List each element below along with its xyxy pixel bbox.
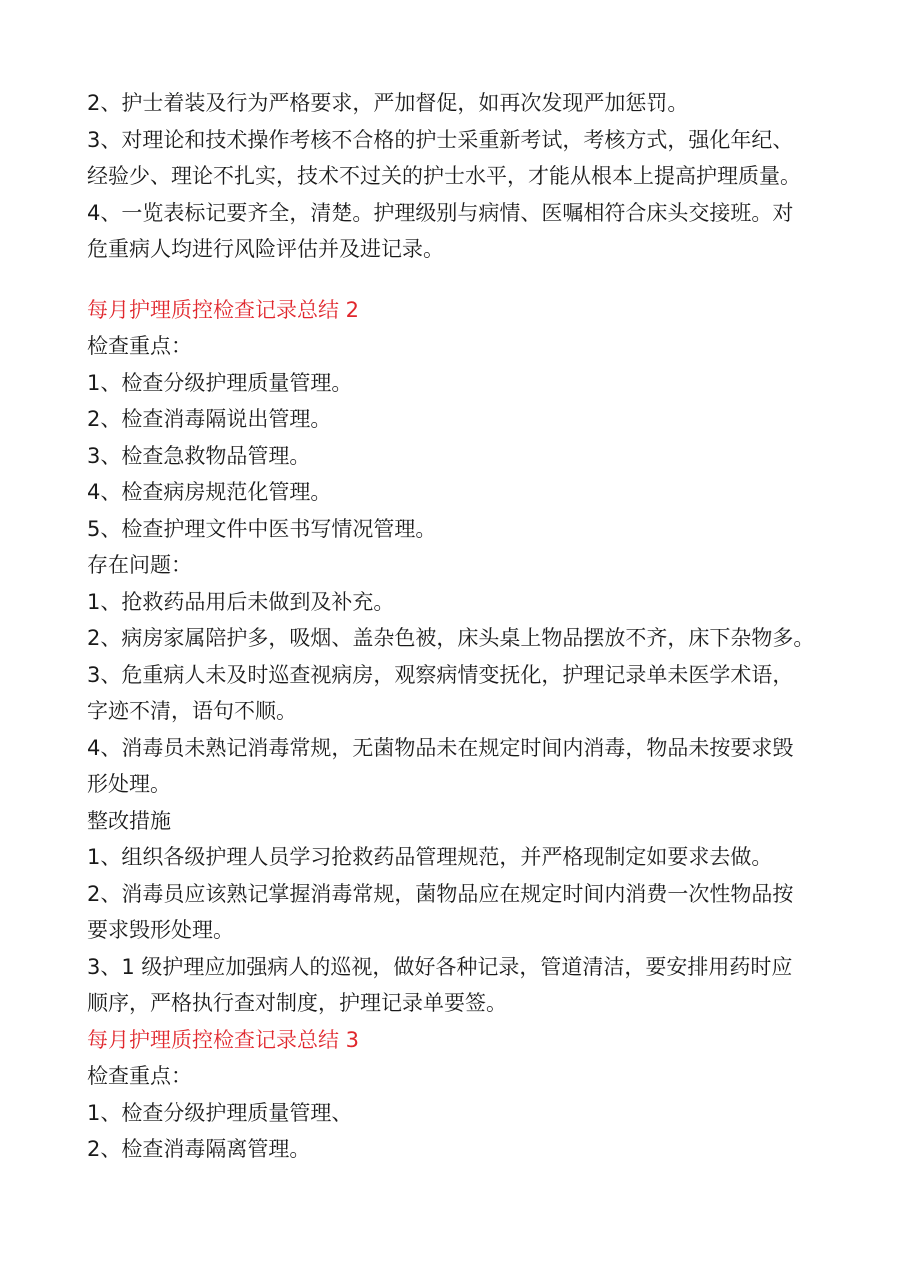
document-body: [87, 85, 847, 1168]
text-line: 经验少、理论不扎实，技术不过关的护士水平，才能从根本上提高护理质量。: [87, 164, 801, 188]
section-heading: 每月护理质控检查记录总结 2: [87, 297, 360, 322]
text-line: 存在问题：: [87, 553, 192, 577]
text-line: 4、检查病房规范化管理。: [87, 480, 332, 504]
text-line: 1、检查分级护理质量管理。: [87, 370, 353, 395]
text-line: 2、检查消毒隔离管理。: [87, 1137, 311, 1161]
text-line: 1、抢救药品用后未做到及补充。: [87, 589, 395, 614]
text-line: 3、检查急救物品管理。: [87, 443, 311, 468]
text-line: 顺序，严格执行查对制度，护理记录单要签。: [87, 991, 507, 1015]
text-line: 4、一览表标记要齐全，清楚。护理级别与病情、医嘱相符合床头交接班。对: [87, 200, 794, 225]
section-heading: 每月护理质控检查记录总结 3: [87, 1027, 360, 1052]
text-line: 检查重点：: [87, 1064, 192, 1088]
text-line: 2、护士着装及行为严格要求，严加督促，如再次发现严加惩罚。: [87, 91, 689, 115]
text-line: 字迹不清，语句不顺。: [87, 699, 297, 723]
text-line: 2、消毒员应该熟记掌握消毒常规，菌物品应在规定时间内消费一次性物品按: [87, 881, 794, 906]
text-line: 3、1 级护理应加强病人的巡视，做好各种记录，管道清洁，要安排用药时应: [87, 954, 793, 979]
text-line: 要求毁形处理。: [87, 918, 234, 942]
text-line: 5、检查护理文件中医书写情况管理。: [87, 516, 437, 541]
text-line: 1、组织各级护理人员学习抢救药品管理规范，并严格现制定如要求去做。: [87, 845, 773, 869]
text-line: 2、检查消毒隔说出管理。: [87, 407, 332, 431]
text-line: 检查重点：: [87, 334, 192, 358]
text-line: 2、病房家属陪护多，吸烟、盖杂色被，床头桌上物品摆放不齐，床下杂物多。: [87, 626, 815, 650]
text-line: 危重病人均进行风险评估并及进记录。: [87, 237, 444, 261]
section-spacer: [87, 268, 847, 292]
text-line: 3、危重病人未及时巡查视病房，观察病情变抚化，护理记录单未医学术语，: [87, 662, 794, 687]
text-line: 整改措施: [87, 808, 171, 833]
text-line: 形处理。: [87, 772, 171, 796]
text-line: 1、检查分级护理质量管理、: [87, 1100, 353, 1125]
text-line: 4、消毒员未熟记消毒常规，无菌物品未在规定时间内消毒，物品未按要求毁: [87, 735, 794, 760]
text-line: 3、对理论和技术操作考核不合格的护士采重新考试，考核方式，强化年纪、: [87, 127, 794, 152]
